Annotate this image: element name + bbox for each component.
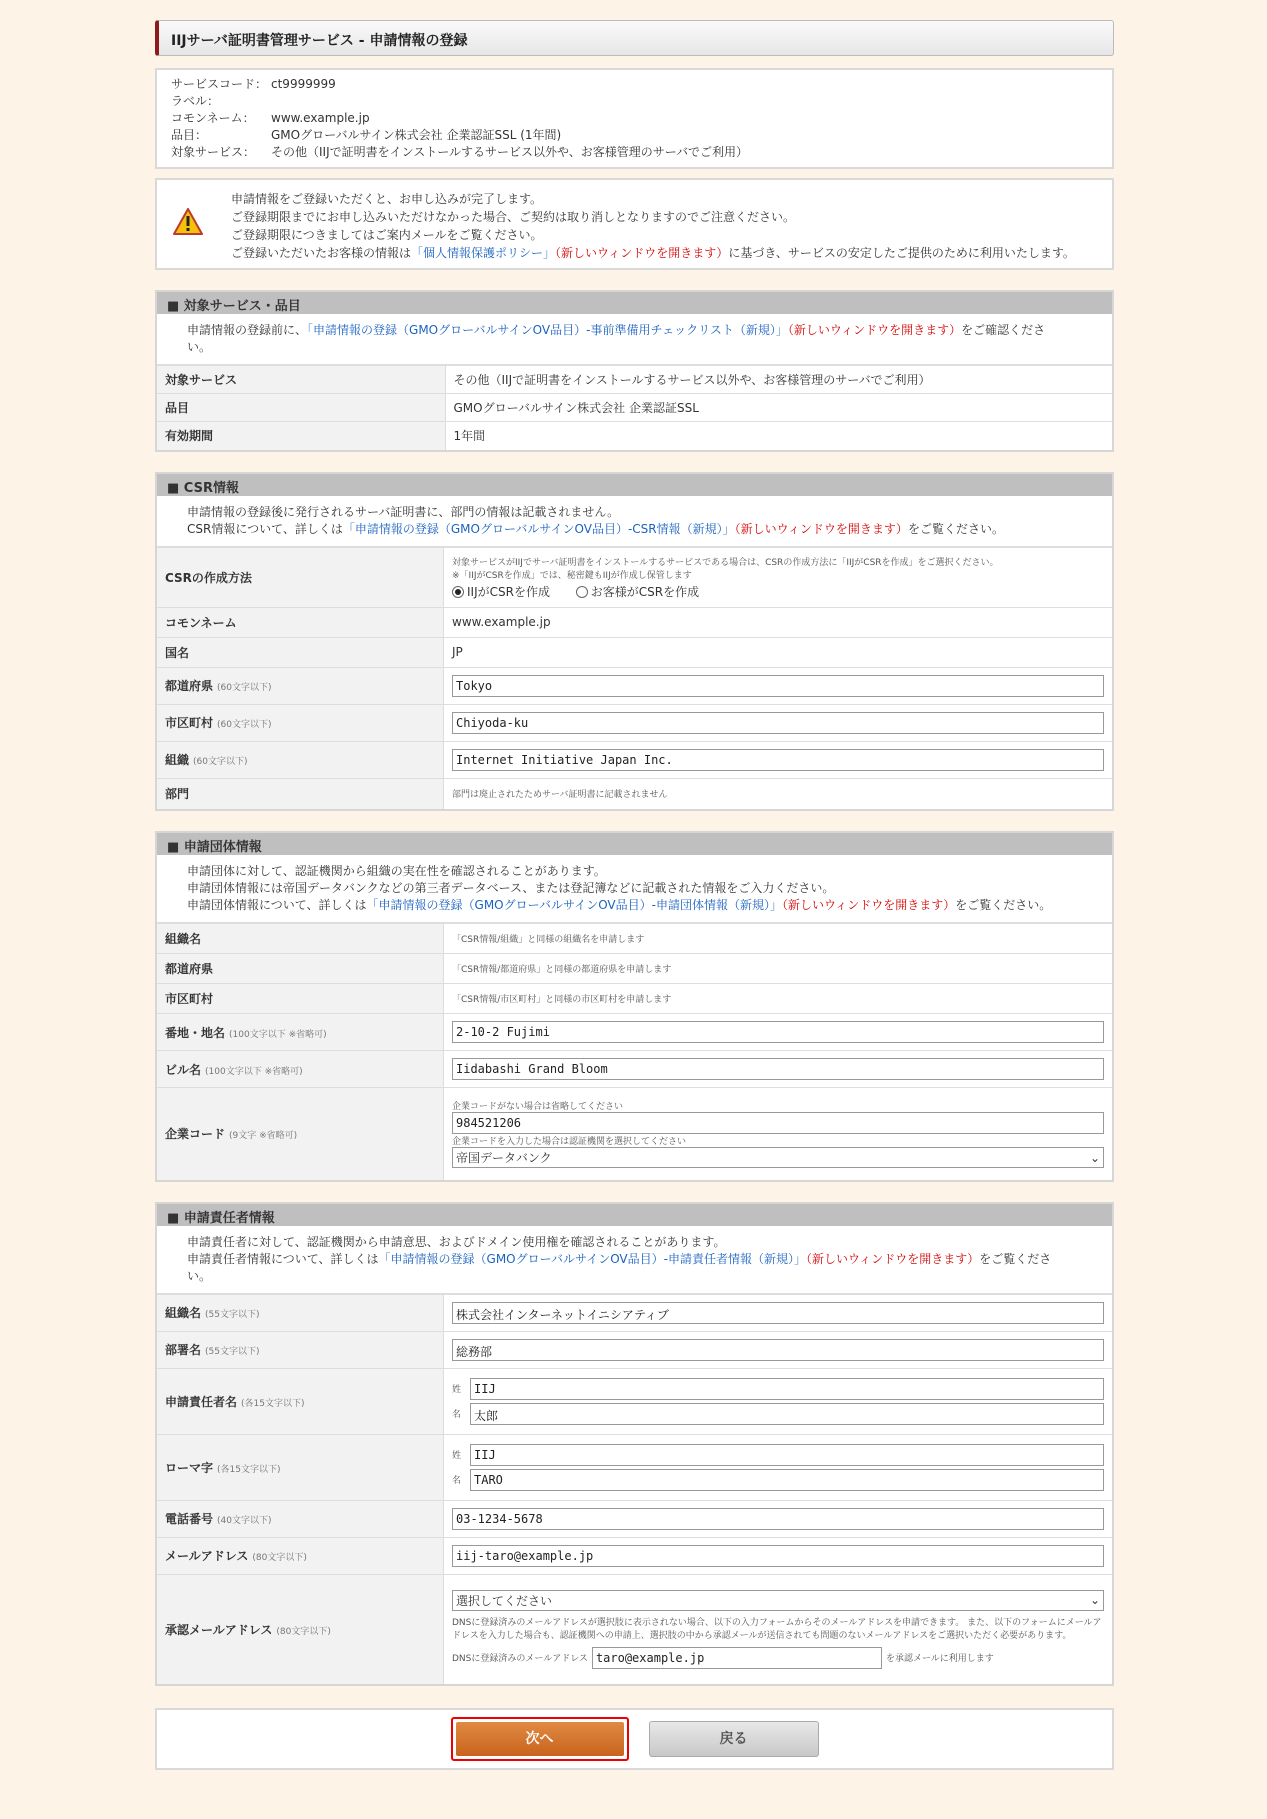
- section-desc: をご覧ください。: [955, 898, 1052, 912]
- next-button[interactable]: [451, 1717, 629, 1761]
- limit-note: (9文字 ※省略可): [229, 1131, 298, 1142]
- row-value: GMOグローバルサイン株式会社 企業認証SSL: [445, 394, 1112, 422]
- section-desc: をご覧くださ: [979, 1251, 1052, 1266]
- csr-city-input[interactable]: Chiyoda-ku: [452, 712, 1104, 734]
- notice-line: ご登録期限につきましてはご案内メールをご覧ください。: [231, 228, 543, 242]
- service-info: [155, 68, 1114, 169]
- limit-note: (100文字以下 ※省略可): [205, 1066, 303, 1077]
- section-desc: 申請団体情報について、詳しくは: [187, 898, 367, 912]
- csr-org-input[interactable]: Internet Initiative Japan Inc.: [452, 749, 1104, 771]
- dns-email-label: DNSに登録済みのメールアドレス: [452, 1654, 588, 1665]
- cert-authority-select[interactable]: [452, 1147, 1104, 1168]
- chevron-down-icon: ⌄: [1089, 1593, 1100, 1608]
- section-desc: CSR情報について、詳しくは: [187, 521, 343, 536]
- address-input[interactable]: 2-10-2 Fujimi: [452, 1021, 1104, 1043]
- row-label: 組織名: [165, 1306, 202, 1320]
- row-value: 「CSR情報/都道府県」と同様の都道府県を申請します: [444, 954, 1113, 984]
- back-button[interactable]: 戻る: [649, 1721, 819, 1757]
- new-window-note: （新しいウィンドウを開きます）: [555, 246, 729, 260]
- section-heading: ■ 対象サービス・品目: [157, 292, 1112, 314]
- new-window-note: （新しいウィンドウを開きます）: [781, 898, 956, 912]
- new-window-note: （新しいウィンドウを開きます）: [787, 323, 962, 337]
- section-desc: 申請責任者に対して、認証機関から申請意思、およびドメイン使用権を確認されることがあります。: [187, 1234, 726, 1249]
- section-desc: 申請情報の登録前に、: [187, 323, 308, 337]
- next-button-label: 次へ: [456, 1722, 624, 1756]
- info-key: 対象サービス：: [171, 145, 256, 159]
- row-label: 対象サービス: [157, 366, 445, 394]
- row-label: ビル名: [165, 1062, 202, 1077]
- row-value: その他（IIJで証明書をインストールするサービス以外や、お客様管理のサーバでご利用）: [445, 366, 1112, 394]
- row-label: 企業コード: [165, 1127, 226, 1142]
- privacy-policy-link[interactable]: 「個人情報保護ポリシー」: [411, 246, 556, 260]
- notice-line: ご登録いただいたお客様の情報は: [231, 246, 412, 260]
- section-csr: [155, 472, 1114, 812]
- row-label: 部署名: [165, 1343, 202, 1357]
- building-input[interactable]: Iidabashi Grand Bloom: [452, 1058, 1104, 1080]
- section-service-item: [155, 290, 1114, 452]
- sei-label: 姓: [452, 1451, 462, 1461]
- section-desc: をご覧ください。: [907, 521, 1004, 536]
- code-note: 企業コードがない場合は省略してください: [452, 1102, 624, 1113]
- section-desc: 申請情報の登録後に発行されるサーバ証明書に、部門の情報は記載されません。: [187, 504, 620, 519]
- row-label: 承認メールアドレス: [165, 1622, 273, 1637]
- notice-line: ご登録期限までにお申し込みいただけなかった場合、ご契約は取り消しとなりますのでご注意ください。: [231, 210, 796, 224]
- notice-line: 申請情報をご登録いただくと、お申し込みが完了します。: [231, 192, 543, 206]
- csr-method-label: CSRの作成方法: [157, 547, 444, 607]
- person-dept-input[interactable]: 総務部: [452, 1339, 1104, 1361]
- row-label: 市区町村: [165, 716, 214, 730]
- email-input[interactable]: iij-taro@example.jp: [452, 1545, 1104, 1567]
- new-window-note: （新しいウィンドウを開きます）: [734, 521, 908, 536]
- radio-customer-csr[interactable]: [576, 586, 588, 598]
- limit-note: (60文字以下): [217, 683, 272, 693]
- csr-prefecture-input[interactable]: Tokyo: [452, 675, 1104, 697]
- row-label: 国名: [157, 637, 444, 667]
- page-title: IIJサーバ証明書管理サービス - 申請情報の登録: [155, 20, 1114, 56]
- row-label: 品目: [157, 394, 445, 422]
- limit-note: (80文字以下): [276, 1626, 331, 1637]
- row-value: www.example.jp: [444, 607, 1113, 637]
- limit-note: (各15文字以下): [217, 1464, 281, 1475]
- section-heading: ■ 申請団体情報: [157, 833, 1112, 855]
- section-heading: ■ 申請責任者情報: [157, 1204, 1112, 1226]
- row-label: 組織名: [157, 924, 444, 954]
- limit-note: (60文字以下): [193, 757, 248, 767]
- limit-note: (60文字以下): [217, 720, 272, 730]
- section-desc: い。: [187, 1268, 212, 1283]
- select-value: 帝国データバンク: [456, 1151, 552, 1166]
- radio-iij-csr[interactable]: [452, 586, 464, 598]
- section-applicant-org: [155, 831, 1114, 1182]
- row-value: 部門は廃止されたためサーバ証明書に記載されません: [444, 778, 1113, 809]
- chevron-down-icon: ⌄: [1089, 1150, 1100, 1165]
- approval-note: DNSに登録済みのメールアドレスが選択肢に表示されない場合、以下の入力フォームからそのメールアドレスを申請できます。 また、以下のフォームにメールアドレスを入力した場合も、認証機関への申請上、選択肢の中から承認メールが送信されても問題のないメールアドレスをご選択いただく必要があります。: [452, 1617, 1102, 1641]
- limit-note: (80文字以下): [252, 1553, 307, 1563]
- section-applicant-person: [155, 1202, 1114, 1687]
- checklist-link[interactable]: 「申請情報の登録（GMOグローバルサインOV品目）-事前準備用チェックリスト（新規）」: [307, 323, 788, 337]
- notice-line: に基づき、サービスの安定したご提供のために利用いたします。: [728, 246, 1075, 260]
- info-key: ラベル：: [171, 94, 220, 108]
- info-key: サービスコード：: [171, 77, 268, 91]
- dns-email-input[interactable]: taro@example.jp: [592, 1647, 882, 1669]
- info-value: www.example.jp: [271, 111, 370, 125]
- code-note: 企業コードを入力した場合は認証機関を選択してください: [452, 1137, 687, 1148]
- row-value: 「CSR情報/組織」と同様の組織名を申請します: [444, 924, 1113, 954]
- row-value: 1年間: [445, 422, 1112, 450]
- roma-sei-input[interactable]: IIJ: [470, 1444, 1104, 1466]
- page: [155, 20, 1114, 1770]
- company-code-input[interactable]: 984521206: [452, 1112, 1104, 1134]
- row-label: 市区町村: [157, 984, 444, 1014]
- sei-label: 姓: [452, 1385, 462, 1395]
- mei-label: 名: [452, 1410, 462, 1420]
- csr-note: ※「IIJがCSRを作成」では、秘密鍵もIIJが作成し保管します: [452, 570, 692, 581]
- section-desc: をご確認くださ: [961, 323, 1046, 337]
- row-value: 「CSR情報/市区町村」と同様の市区町村を申請します: [444, 984, 1113, 1014]
- person-org-input[interactable]: 株式会社インターネットイニシアティブ: [452, 1302, 1104, 1324]
- limit-note: (各15文字以下): [241, 1398, 305, 1409]
- name-mei-input[interactable]: 太郎: [470, 1403, 1104, 1425]
- section-desc: 申請団体情報には帝国データバンクなどの第三者データベース、または登記簿などに記載された情報をご入力ください。: [187, 881, 835, 895]
- section-desc: い。: [187, 340, 212, 354]
- person-info-link[interactable]: 「申請情報の登録（GMOグローバルサインOV品目）-申請責任者情報（新規）」: [378, 1251, 806, 1266]
- info-key: 品目：: [171, 128, 208, 142]
- limit-note: (55文字以下): [205, 1310, 260, 1320]
- mei-label: 名: [452, 1476, 462, 1486]
- csr-note: 対象サービスがIIJでサーバ証明書をインストールするサービスである場合は、CSRの作成方法に「IIJがCSRを作成」をご選択ください。: [452, 557, 999, 568]
- section-desc: 申請責任者情報について、詳しくは: [187, 1251, 379, 1266]
- row-label: 組織: [165, 753, 190, 767]
- radio-label: IIJがCSRを作成: [467, 584, 550, 599]
- limit-note: (55文字以下): [205, 1347, 260, 1357]
- section-desc: 申請団体に対して、認証機関から組織の実在性を確認されることがあります。: [187, 864, 606, 878]
- dns-email-note: を承認メールに利用します: [885, 1654, 994, 1665]
- row-label: 都道府県: [165, 679, 214, 693]
- row-label: 都道府県: [157, 954, 444, 984]
- radio-label: お客様がCSRを作成: [590, 584, 700, 599]
- name-sei-input[interactable]: IIJ: [470, 1378, 1104, 1400]
- button-bar: [155, 1708, 1114, 1770]
- limit-note: (40文字以下): [217, 1516, 272, 1526]
- row-label: 電話番号: [165, 1512, 214, 1526]
- limit-note: (100文字以下 ※省略可): [229, 1029, 327, 1040]
- row-value: JP: [444, 637, 1113, 667]
- info-value: その他（IIJで証明書をインストールするサービス以外や、お客様管理のサーバでご利用）: [271, 145, 748, 159]
- notice-box: [155, 178, 1114, 270]
- csr-info-link[interactable]: 「申請情報の登録（GMOグローバルサインOV品目）-CSR情報（新規）」: [342, 521, 735, 536]
- info-value: GMOグローバルサイン株式会社 企業認証SSL (1年間): [271, 128, 562, 142]
- info-key: コモンネーム：: [171, 111, 255, 125]
- roma-mei-input[interactable]: TARO: [470, 1469, 1104, 1491]
- row-label: 部門: [157, 778, 444, 809]
- approval-email-select[interactable]: [452, 1590, 1104, 1611]
- org-info-link[interactable]: 「申請情報の登録（GMOグローバルサインOV品目）-申請団体情報（新規）」: [366, 898, 782, 912]
- select-value: 選択してください: [456, 1593, 553, 1608]
- row-label: メールアドレス: [165, 1549, 249, 1563]
- phone-input[interactable]: 03-1234-5678: [452, 1508, 1104, 1530]
- warning-icon: [165, 190, 221, 258]
- row-label: 申請責任者名: [165, 1394, 238, 1409]
- section-heading: ■ CSR情報: [157, 474, 1112, 496]
- info-value: ct9999999: [271, 77, 336, 91]
- row-label: コモンネーム: [157, 607, 444, 637]
- row-label: 有効期間: [157, 422, 445, 450]
- row-label: 番地・地名: [165, 1025, 226, 1040]
- new-window-note: （新しいウィンドウを開きます）: [805, 1251, 980, 1266]
- row-label: ローマ字: [165, 1460, 214, 1475]
